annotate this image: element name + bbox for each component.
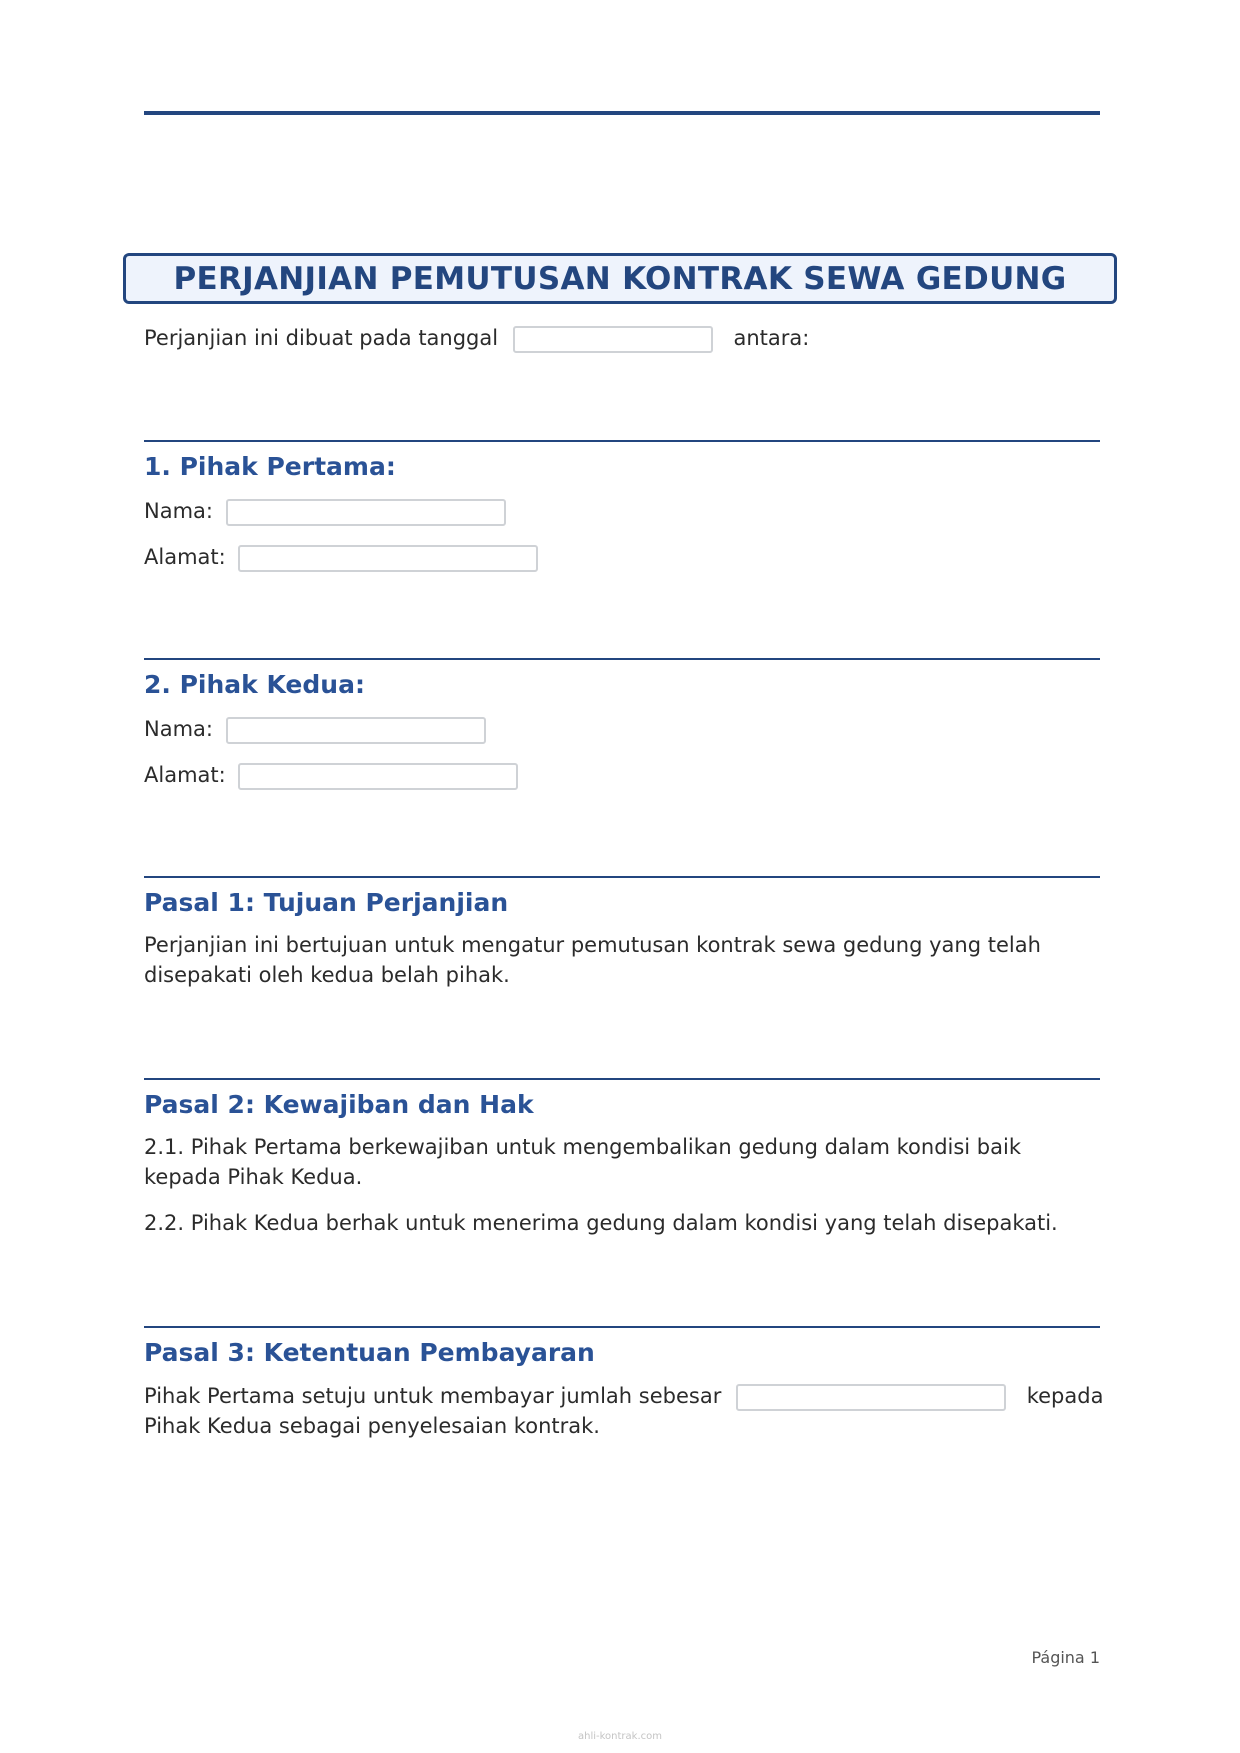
section-divider bbox=[144, 1326, 1100, 1328]
party2-name-field[interactable] bbox=[226, 717, 486, 744]
payment-amount-field[interactable] bbox=[736, 1384, 1006, 1411]
party1-address-label: Alamat: bbox=[144, 545, 226, 569]
intro-line bbox=[144, 323, 809, 353]
party1-name-label: Nama: bbox=[144, 499, 213, 523]
party1-name-row bbox=[144, 496, 506, 526]
pasal3-line-2: Pihak Kedua sebagai penyelesaian kontrak. bbox=[144, 1414, 600, 1438]
date-field[interactable] bbox=[513, 326, 713, 353]
party1-address-row bbox=[144, 542, 538, 572]
intro-text: Perjanjian ini dibuat pada tanggal bbox=[144, 326, 499, 350]
pasal1-text: Perjanjian ini bertujuan untuk mengatur pemutusan kontrak sewa gedung yang telah disepakati oleh kedua belah pihak. bbox=[144, 933, 1041, 987]
party2-address-row bbox=[144, 760, 518, 790]
pasal3-payment-line bbox=[144, 1381, 1103, 1411]
party2-name-row bbox=[144, 714, 486, 744]
party2-address-field[interactable] bbox=[238, 763, 518, 790]
pasal3-text-after: kepada bbox=[1026, 1384, 1104, 1408]
document-title: PERJANJIAN PEMUTUSAN KONTRAK SEWA GEDUNG bbox=[173, 260, 1067, 297]
pasal2-item-1: 2.1. Pihak Pertama berkewajiban untuk mengembalikan gedung dalam kondisi baik kepada Pihak Kedua. bbox=[144, 1135, 1022, 1189]
section-divider bbox=[144, 440, 1100, 442]
page-number: Página 1 bbox=[1031, 1648, 1100, 1667]
party2-name-label: Nama: bbox=[144, 717, 213, 741]
footer-site: ahli-kontrak.com bbox=[577, 1731, 662, 1742]
title-box bbox=[123, 253, 1117, 304]
section-divider bbox=[144, 658, 1100, 660]
party1-name-field[interactable] bbox=[226, 499, 506, 526]
pasal2-item-2: 2.2. Pihak Kedua berhak untuk menerima gedung dalam kondisi yang telah disepakati. bbox=[144, 1211, 1058, 1235]
section-divider bbox=[144, 1078, 1100, 1080]
party1-address-field[interactable] bbox=[238, 545, 538, 572]
pasal3-text: Pihak Pertama setuju untuk membayar jumlah sebesar bbox=[144, 1384, 722, 1408]
section-divider bbox=[144, 876, 1100, 878]
party1-heading: 1. Pihak Pertama: bbox=[144, 452, 396, 481]
party2-address-label: Alamat: bbox=[144, 763, 226, 787]
party2-heading: 2. Pihak Kedua: bbox=[144, 670, 365, 699]
pasal2-heading: Pasal 2: Kewajiban dan Hak bbox=[144, 1090, 534, 1119]
pasal1-heading: Pasal 1: Tujuan Perjanjian bbox=[144, 888, 509, 917]
intro-text-after: antara: bbox=[733, 326, 810, 350]
pasal3-heading: Pasal 3: Ketentuan Pembayaran bbox=[144, 1338, 595, 1367]
top-rule bbox=[144, 111, 1100, 115]
